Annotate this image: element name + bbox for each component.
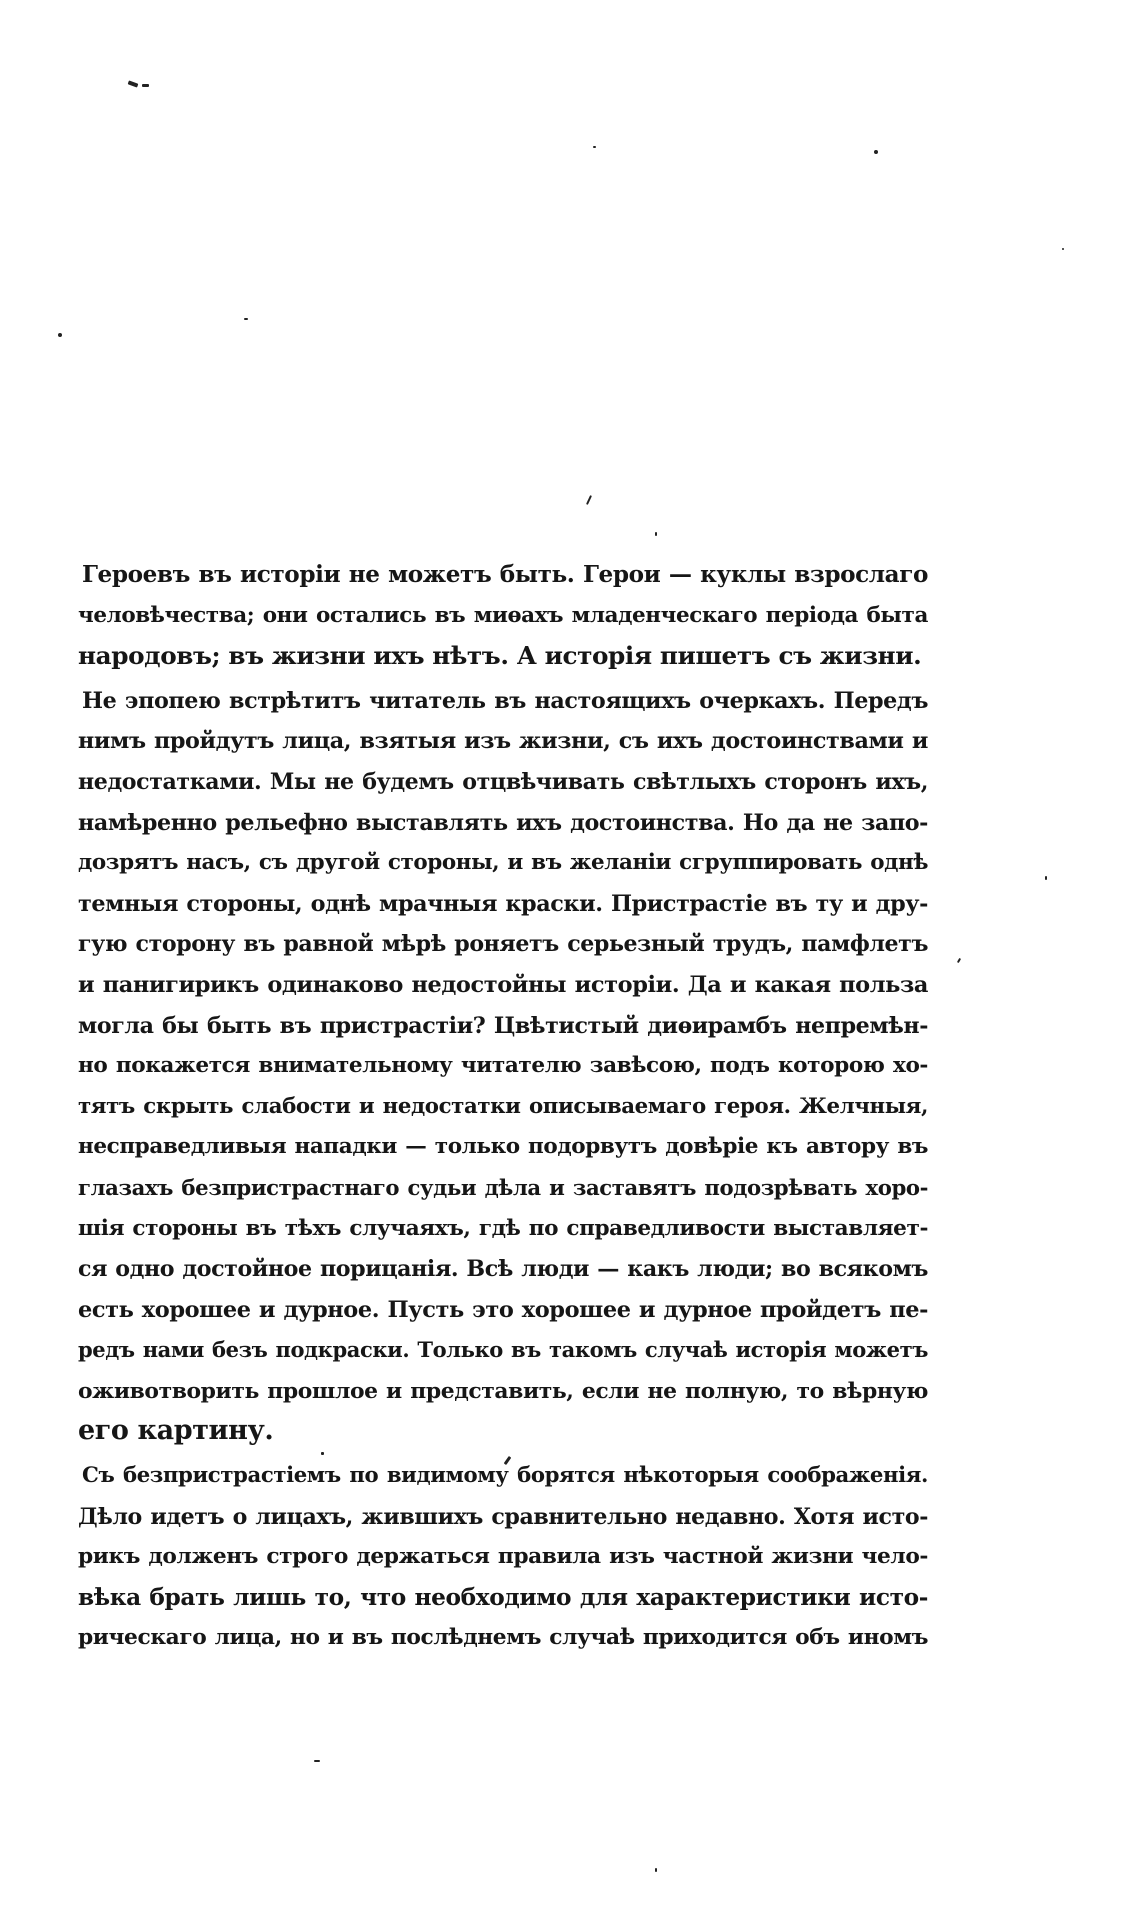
speck (128, 80, 139, 87)
text-line: рикъ долженъ строго держаться правила изъ частной жизни чело- (78, 1544, 928, 1570)
speck (1045, 876, 1047, 880)
speck (957, 958, 961, 963)
speck (655, 1868, 657, 1872)
text-line: Героевъ въ исторіи не можетъ быть. Герои — куклы взрослаго (82, 561, 928, 588)
text-line: рическаго лица, но и въ послѣднемъ случаѣ приходится объ иномъ (78, 1625, 928, 1651)
text-line: человѣчества; они остались въ миѳахъ младенческаго періода быта (78, 602, 928, 628)
text-line: редъ нами безъ подкраски. Только въ такомъ случаѣ исторія можетъ (78, 1337, 928, 1363)
body-text (78, 555, 928, 1659)
text-line: гую сторону въ равной мѣрѣ роняетъ серьезный трудъ, памфлетъ (78, 931, 928, 958)
speck (655, 532, 657, 536)
text-line: намѣренно рельефно выставлять ихъ достоинства. Но да не запо- (78, 809, 928, 836)
paragraph-1 (78, 555, 928, 677)
speck (244, 318, 248, 320)
text-line: нимъ пройдутъ лица, взятыя изъ жизни, съ ихъ достоинствами и (78, 728, 928, 755)
paragraph-2 (78, 681, 928, 1452)
speck (593, 146, 596, 148)
text-line: есть хорошее и дурное. Пусть это хорошее и дурное пройдетъ пе- (78, 1296, 928, 1323)
text-line: народовъ; въ жизни ихъ нѣтъ. А исторія пишетъ съ жизни. (78, 641, 922, 671)
speck (586, 495, 592, 505)
text-line: ся одно достойное порицанія. Всѣ люди — какъ люди; во всякомъ (78, 1256, 928, 1283)
text-line: тятъ скрыть слабости и недостатки описываемаго героя. Желчныя, (78, 1093, 928, 1119)
text-line: могла бы быть въ пристрастіи? Цвѣтистый диѳирамбъ непремѣн- (78, 1012, 928, 1039)
speck (314, 1760, 320, 1762)
text-line: вѣка брать лишь то, что необходимо для характеристики исто- (78, 1583, 928, 1611)
text-line: оживотворить прошлое и представить, если не полную, то вѣрную (78, 1377, 928, 1404)
text-line: его картину. (78, 1415, 274, 1447)
paragraph-3 (78, 1456, 928, 1659)
speck (142, 84, 149, 87)
speck (58, 333, 62, 337)
text-line: несправедливыя нападки — только подорвутъ довѣріе къ автору въ (78, 1134, 928, 1160)
text-line: глазахъ безпристрастнаго судьи дѣла и заставятъ подозрѣвать хоро- (78, 1174, 928, 1200)
text-line: Дѣло идетъ о лицахъ, жившихъ сравнительно недавно. Хотя исто- (78, 1503, 928, 1530)
text-line: Не эпопею встрѣтитъ читатель въ настоящихъ очеркахъ. Передъ (82, 687, 928, 714)
text-line: дозрятъ насъ, съ другой стороны, и въ желаніи сгруппировать однѣ (78, 850, 928, 876)
speck (1062, 248, 1064, 250)
text-line: шія стороны въ тѣхъ случаяхъ, гдѣ по справедливости выставляет- (78, 1215, 928, 1241)
text-line: но покажется внимательному читателю завѣсою, подъ которою хо- (78, 1053, 928, 1079)
text-line: и панигирикъ одинаково недостойны исторіи. Да и какая польза (78, 971, 928, 998)
text-line: темныя стороны, однѣ мрачныя краски. Пристрастіе въ ту и дру- (78, 890, 928, 917)
speck (874, 150, 878, 154)
text-line: недостатками. Мы не будемъ отцвѣчивать свѣтлыхъ сторонъ ихъ, (78, 768, 928, 795)
text-line: Съ безпристрастіемъ по видимому борятся нѣкоторыя соображенія. (82, 1463, 928, 1489)
